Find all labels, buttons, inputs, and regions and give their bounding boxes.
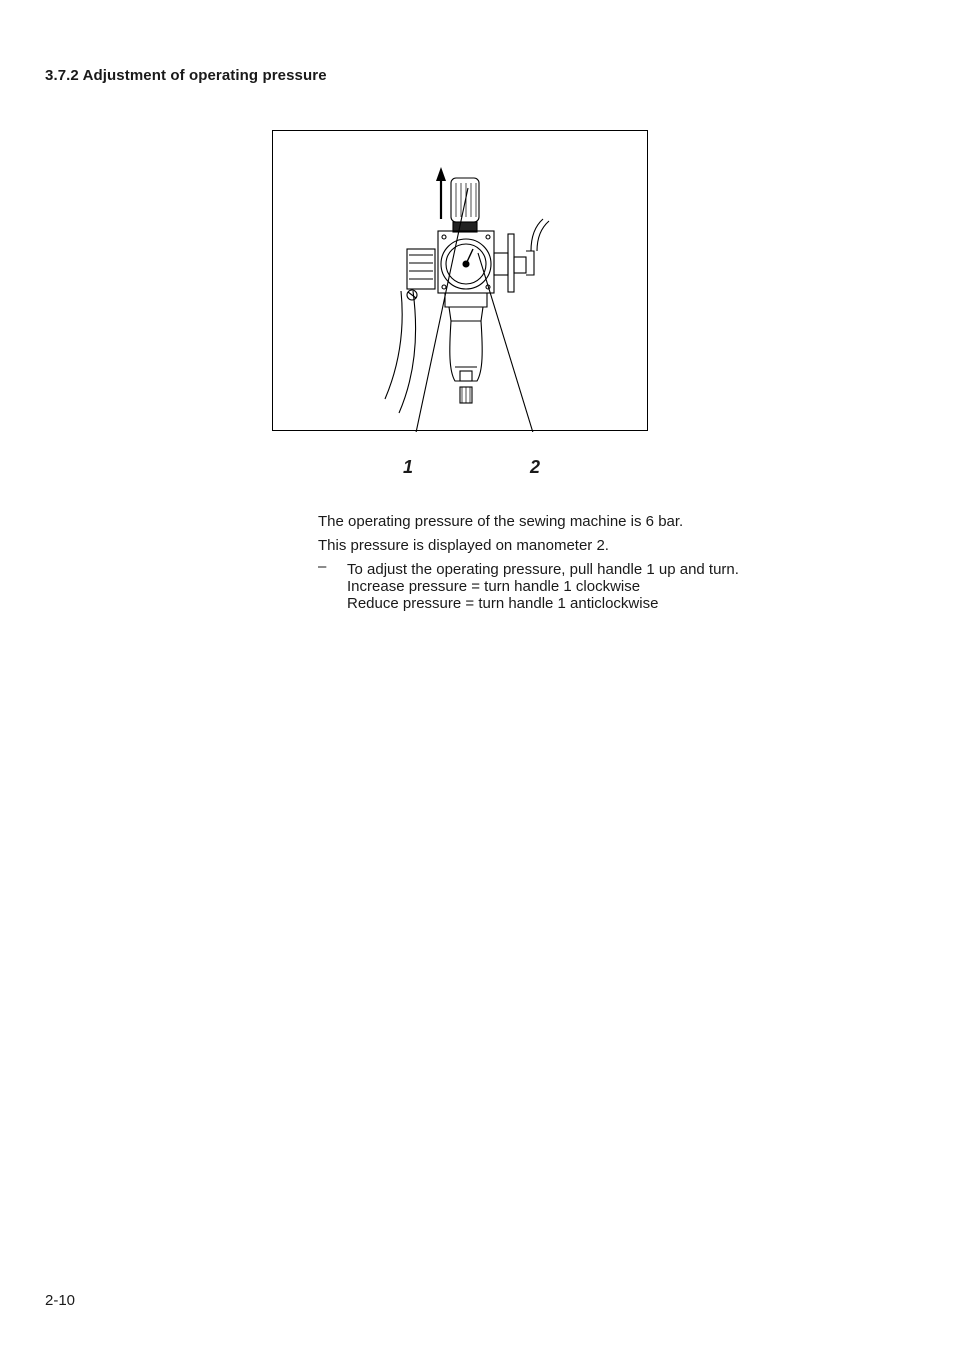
paragraph-manometer: This pressure is displayed on manometer 2. [318, 537, 609, 554]
paragraph-operating-pressure: The operating pressure of the sewing machine is 6 bar. [318, 513, 684, 530]
callout-manometer-2: 2 [530, 457, 541, 477]
page-number: 2-10 [45, 1292, 76, 1309]
step-line-1: To adjust the operating pressure, pull handle 1 up and turn. [347, 561, 739, 578]
pressure-regulator-figure [272, 130, 648, 431]
step-bullet: – [318, 558, 327, 575]
step-lines [347, 561, 739, 612]
step-line-2: Increase pressure = turn handle 1 clockwise [347, 578, 641, 595]
pressure-regulator-illustration [273, 131, 649, 432]
callout-handle-1: 1 [403, 457, 414, 477]
section-title: 3.7.2 Adjustment of operating pressure [45, 67, 327, 84]
step-line-3: Reduce pressure = turn handle 1 anticlockwise [347, 595, 659, 612]
